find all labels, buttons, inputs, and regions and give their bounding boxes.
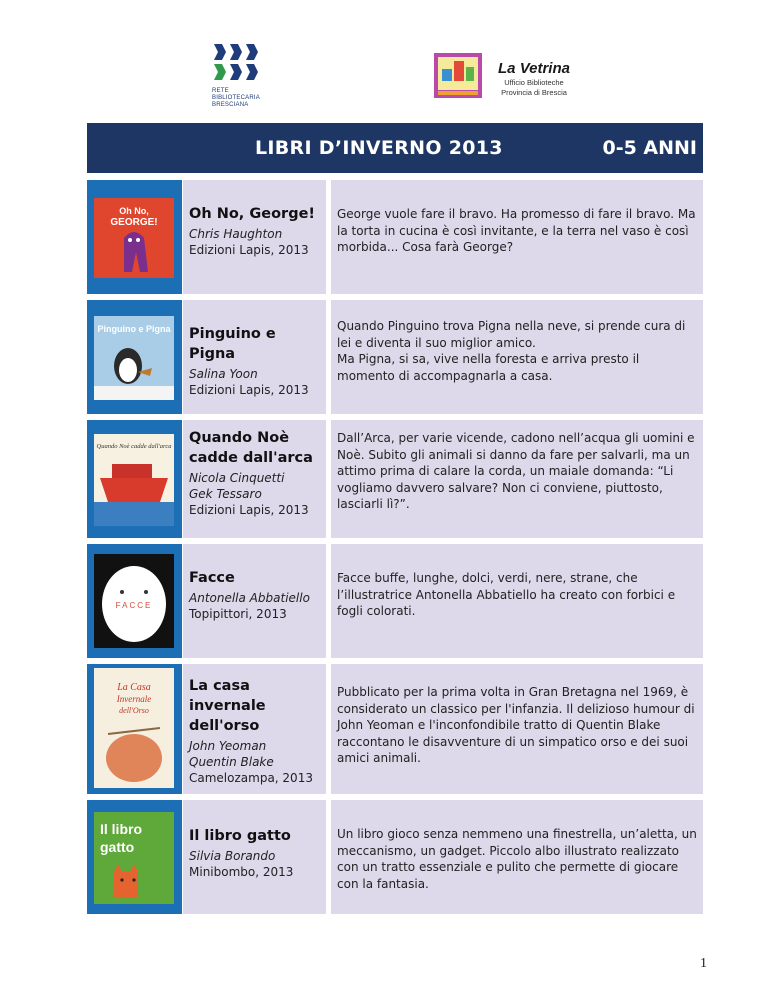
cover-cell (87, 180, 182, 294)
book-description: George vuole fare il bravo. Ha promesso di fare il bravo. Ma la torta in cucina è così invitante, e la terra nel vaso è così morbida... Cosa farà George? (337, 207, 696, 254)
cover-cell (87, 420, 182, 538)
vetrina-sub-line: Ufficio Biblioteche (504, 78, 564, 87)
svg-text:Pinguino e Pigna: Pinguino e Pigna (97, 324, 171, 334)
book-title: Quando Noè cadde dall'arca (189, 430, 313, 466)
book-title: Oh No, George! (189, 206, 316, 222)
book-row (87, 544, 703, 658)
book-title: Facce (189, 570, 235, 586)
book-author: Antonella Abbatiello (189, 591, 310, 605)
svg-text:gatto: gatto (100, 839, 135, 855)
vetrina-title: La Vetrina (498, 60, 570, 77)
book-publisher: Camelozampa, 2013 (189, 771, 313, 785)
age-range: 0-5 ANNI (602, 137, 697, 159)
book-info-cell (182, 544, 326, 658)
book-row (87, 300, 703, 414)
book-info-cell (182, 180, 326, 294)
book-publisher: Edizioni Lapis, 2013 (189, 503, 309, 517)
book-title: La casa invernale dell'orso (189, 678, 266, 734)
vetrina-logo (434, 53, 482, 98)
book-author: Nicola Cinquetti (189, 471, 285, 485)
book-cover-image (94, 434, 174, 526)
book-description-cell (331, 664, 703, 794)
vetrina-subtitle (490, 78, 578, 97)
book-title: Il libro gatto (189, 828, 291, 844)
book-publisher: Minibombo, 2013 (189, 865, 294, 879)
cover-cell (87, 664, 182, 794)
book-cover-image (94, 812, 174, 904)
book-description: Dall’Arca, per varie vicende, cadono nell’acqua gli uomini e Noè. Subito gli animali si danno da fare per salvarli, ma un attimo prima di calare la corda, un maiale domanda: “Li vogliamo davvero salvare? Non ci conviene, piuttosto, lasciarli lì?”. (337, 431, 695, 511)
vetrina-sub-line: Provincia di Brescia (501, 87, 567, 97)
page-number: 1 (700, 956, 707, 971)
cover-cell (87, 800, 182, 914)
cover-cell (87, 544, 182, 658)
book-author: John Yeoman (189, 739, 267, 753)
rete-logo-text: RETE BIBLIOTECARIA BRESCIANA (212, 88, 260, 108)
book-description: Facce buffe, lunghe, dolci, verdi, nere, strane, che l’illustratrice Antonella Abbatiello ha creato con forbici e fogli colorati. (337, 571, 676, 618)
book-description-cell (331, 544, 703, 658)
book-description-cell (331, 420, 703, 538)
svg-text:Il libro: Il libro (100, 821, 142, 837)
book-cover-image (94, 316, 174, 400)
book-title: Pinguino e Pigna (189, 326, 276, 362)
book-author: Quentin Blake (189, 755, 274, 769)
book-info-cell (182, 300, 326, 414)
book-cover-image (94, 198, 174, 278)
book-publisher: Topipittori, 2013 (189, 607, 287, 621)
book-author: Salina Yoon (189, 367, 258, 381)
svg-text:dell'Orso: dell'Orso (119, 706, 149, 715)
book-description-cell (331, 300, 703, 414)
book-description-cell (331, 180, 703, 294)
book-row (87, 800, 703, 914)
svg-text:GEORGE!: GEORGE! (110, 217, 158, 228)
book-author: Gek Tessaro (189, 487, 262, 501)
book-row (87, 180, 703, 294)
book-info-cell (182, 664, 326, 794)
book-info-cell (182, 420, 326, 538)
book-cover-image (94, 554, 174, 648)
book-info-cell (182, 800, 326, 914)
banner-title: LIBRI D’INVERNO 2013 (255, 137, 503, 159)
book-description: Un libro gioco senza nemmeno una finestrella, un’aletta, un meccanismo, un gadget. Piccolo albo illustrato realizzato con un tratto essenziale e pulito che permette di giocare con la fantasia. (337, 827, 697, 891)
book-publisher: Edizioni Lapis, 2013 (189, 383, 309, 397)
book-author: Chris Haughton (189, 227, 283, 241)
svg-text:FACCE: FACCE (115, 601, 153, 610)
book-row (87, 420, 703, 538)
cover-cell (87, 300, 182, 414)
book-author: Silvia Borando (189, 849, 276, 863)
book-description: Quando Pinguino trova Pigna nella neve, si prende cura di lei e diventa il suo miglior amico. Ma Pigna, si sa, vive nella foresta e arriva presto il momento di accompagnarla a casa. (337, 319, 686, 383)
svg-text:Quando Noè cadde dall'arca: Quando Noè cadde dall'arca (96, 443, 172, 450)
book-row (87, 664, 703, 794)
book-description: Pubblicato per la prima volta in Gran Bretagna nel 1969, è considerato un classico per l'infanzia. Il delizioso humour di John Yeoman e l'inconfondibile tratto di Quentin Blake raccontano le disavventure di un simpatico orso e dei suoi amici animali. (337, 685, 695, 765)
book-cover-image (94, 668, 174, 788)
book-publisher: Edizioni Lapis, 2013 (189, 243, 309, 257)
book-description-cell (331, 800, 703, 914)
svg-text:Oh No,: Oh No, (119, 206, 149, 216)
svg-text:La Casa: La Casa (117, 682, 151, 693)
svg-text:Invernale: Invernale (116, 694, 152, 704)
section-banner (87, 123, 703, 173)
